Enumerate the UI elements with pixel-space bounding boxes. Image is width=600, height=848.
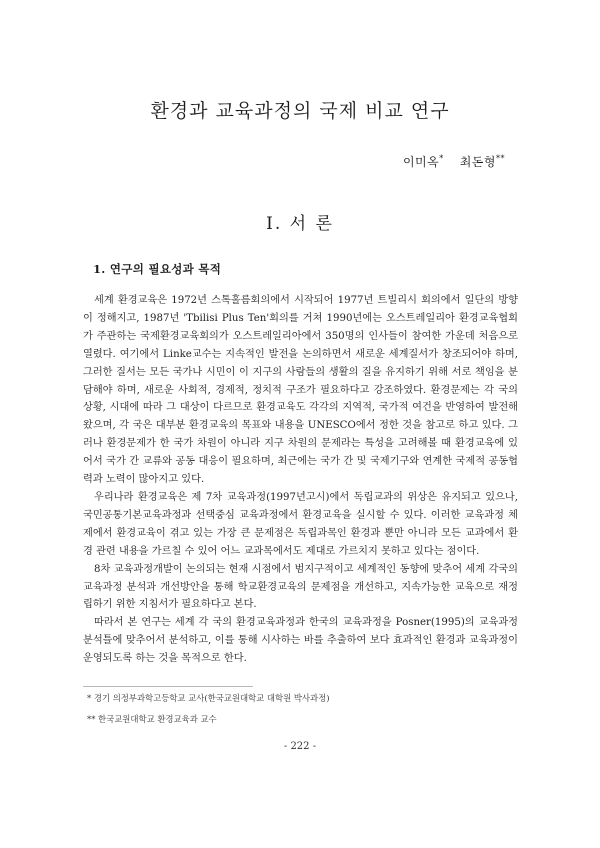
footnote: * 경기 의정부과학고등학교 교사(한국교원대학교 대학원 박사과정) [87, 693, 330, 703]
page-number: - 222 - [283, 741, 317, 752]
author-mark: * [439, 154, 444, 163]
footnote: ** 한국교원대학교 환경교육과 교수 [87, 714, 217, 724]
author-name: 이미옥 [402, 155, 440, 169]
author-name: 최돈형 [459, 155, 496, 169]
author-mark: ** [496, 154, 505, 163]
paragraph: 우리나라 환경교육은 제 7차 교육과정(1997년고시)에서 독립교과의 위상은 유지되고 있으나, 국민공통기본교육과정과 선택중심 교육과정에서 환경교육을 실시할 수 있다. 이러한 교육과정 체제에서 환경교육이 겪고 있는 가장 큰 문제점은 독립과목인 환경과 뿐만 아니라 모든 교과에서 환경 관련 내용을 가르칠 수 있어 어느 교과목에서도 제대로 가르치지 못하고 있다는 점이다. [83, 491, 518, 557]
subsection-heading: 1. 연구의 필요성과 목적 [93, 262, 222, 276]
paragraph: 따라서 본 연구는 세계 각 국의 환경교육과정과 한국의 교육과정을 Posner(1995)의 교육과정 분석틀에 맞추어서 분석하고, 이를 통해 시사하는 바를 추출하여 보다 효과적인 환경과 교육과정이 운영되도록 하는 것을 목적으로 한다. [83, 617, 518, 665]
section-heading: Ⅰ. 서 론 [266, 214, 334, 234]
footnotes [87, 690, 517, 732]
paper-title: 환경과 교육과정의 국제 비교 연구 [150, 100, 450, 122]
paragraph: 8차 교육과정개발이 논의되는 현재 시점에서 범지구적이고 세계적인 동향에 맞추어 세계 각국의 교육과정 분석과 개선방안을 통해 학교환경교육의 문제점을 개선하고, 지속가능한 교육으로 재정립하기 위한 지침서가 필요하다고 본다. [83, 563, 518, 611]
body-text [83, 292, 518, 668]
author-line [403, 153, 505, 170]
paragraph: 세계 환경교육은 1972년 스톡홀름회의에서 시작되어 1977년 트빌리시 회의에서 일단의 방향이 정해지고, 1987년 'Tbilisi Plus Ten'회의를 거쳐 1990년에는 오스트레일리아 환경교육협회가 주관하는 국제환경교육회의가 오스트레일리아에서 350명의 인사들이 참여한 가운데 처음으로 열렸다. 여기에서 Linke교수는 지속적인 발전을 논의하면서 새로운 세계질서가 창조되어야 하며, 그러한 질서는 모든 국가나 시민이 이 지구의 사람들의 생활의 질을 유지하기 위해 서로 책임을 분담해야 하며, 새로운 사회적, 경제적, 정치적 구조가 필요하다고 강조하였다. 환경문제는 각 국의 상황, 시대에 따라 그 대상이 다르므로 환경교육도 각각의 지역적, 국가적 여건을 반영하여 발전해 왔으며, 각 국은 대부분 환경교육의 목표와 내용을 UNESCO에서 정한 것을 참고로 하고 있다. 그러나 환경문제가 한 국가 차원이 아니라 지구 차원의 문제라는 특성을 고려해볼 때 환경교육에 있어서 국가 간 교류와 공동 대응이 필요하며, 최근에는 국가 간 및 국제기구와 연계한 국제적 공동협력과 노력이 많아지고 있다. [83, 295, 518, 486]
footnote-divider [83, 686, 253, 687]
